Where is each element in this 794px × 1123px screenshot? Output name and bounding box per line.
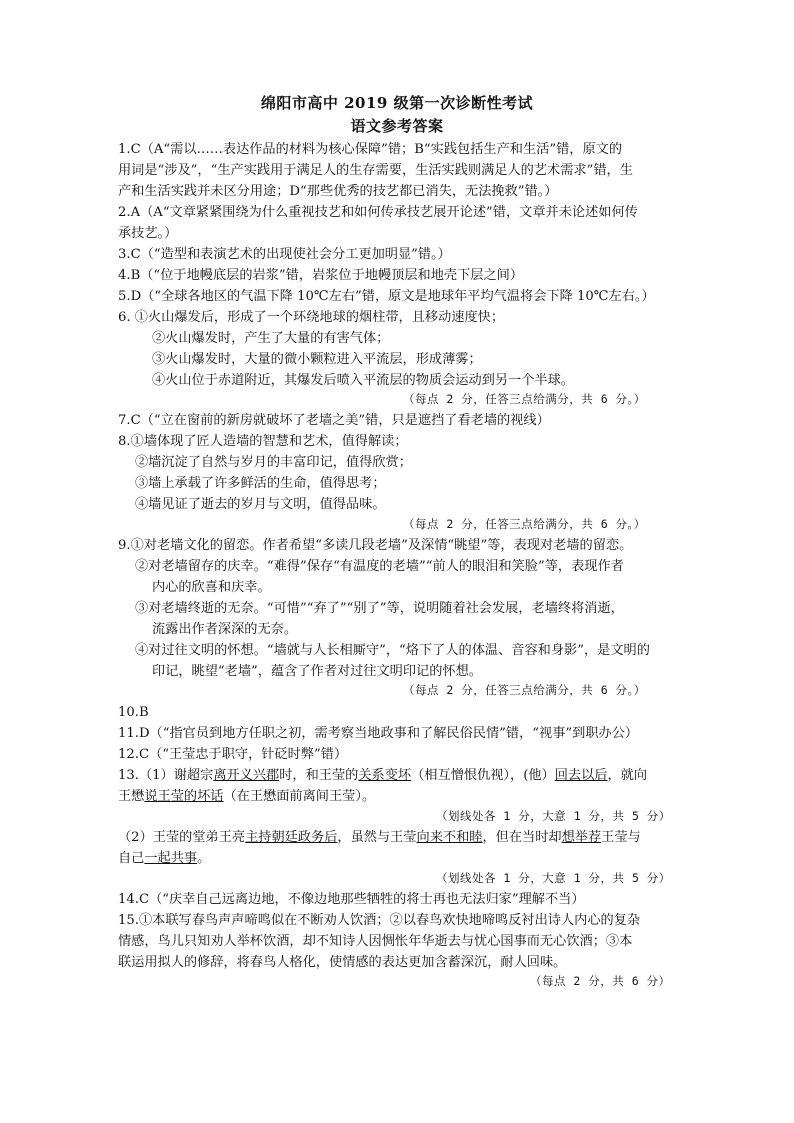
underlined-keypoint: 想举荐 [561,830,602,845]
answer-13-2-scoring-note: （划线处各 1 分，大意 1 分，共 5 分） [436,871,671,885]
answer-10: 10.B [118,705,149,720]
answer-12: 12.C（“王莹忠于职守，针砭时弊”错） [118,747,348,762]
answer-9-point-3-cont: 流露出作者深深的无奈。 [152,622,298,637]
underlined-keypoint: 主持朝廷政务后 [245,830,338,845]
answer-9-scoring-note: （每点 2 分，任答三点给满分，共 6 分。） [403,683,646,697]
text-segment: （2）王莹的堂弟王亮 [118,830,246,845]
underlined-keypoint: 关系变坏 [358,768,412,783]
answer-1-line-2: 用词是“涉及”，“生产实践用于满足人的生存需要，生活实践则满足人的艺术需求”错，生 [118,163,633,178]
answer-15-line-1: 15.①本联写春鸟声声啼鸣似在不断劝人饮酒；②以春鸟欢快地啼鸣反衬出诗人内心的复杂 [118,913,641,928]
answer-2-line-2: 承技艺。） [118,226,178,241]
answer-13-1-line-2 [118,787,375,807]
answer-9-point-1: 9.①对老墙文化的留恋。作者希望“多读几段老墙”及深情“眺望”等，表现对老墙的留恋。 [118,538,633,553]
text-segment: 13.（1）谢超宗 [118,768,214,783]
answer-8-point-1: 8.①墙体现了匠人造墙的智慧和艺术，值得解读； [118,434,408,449]
exam-subtitle: 语文参考答案 [350,117,444,135]
underlined-keypoint: 离开义兴郡 [213,768,280,783]
answer-2-line-1: 2.A（A“文章紧紧围绕为什么重视技艺和如何传承技艺展开论述”错，文章并未论述如何传 [118,205,638,220]
answer-8-point-2: ②墙沉淀了自然与岁月的丰富印记，值得欣赏； [135,455,412,470]
answer-11: 11.D（“指官员到地方任职之初，需考察当地政事和了解民俗民情”错，“视事”到职办公） [118,726,639,741]
answer-6-point-2: ②火山爆发时，产生了大量的有害气体； [152,331,390,346]
underlined-keypoint: 一起共事 [144,851,198,866]
answer-14: 14.C（“庆幸自己远离边地，不像边地那些牺牲的将士再也无法归家”理解不当） [118,892,585,907]
answer-1-line-3: 产和生活实践并未区分用途；D“那些优秀的技艺都已消失，无法挽救”错。） [118,184,558,199]
text-segment: （相互憎恨仇视），(他） [411,768,555,783]
answer-6-point-4: ④火山位于赤道附近，其爆发后喷入平流层的物质会运动到另一个半球。 [152,373,574,388]
answer-9-point-4: ④对过往文明的怀想。“墙就与人长相厮守”，“烙下了人的体温、音容和身影”，是文明的 [135,643,650,658]
answer-8-point-4: ④墙见证了逝去的岁月与文明，值得品味。 [135,497,386,512]
text-segment: 王莹与 [601,830,641,845]
answer-13-2-line-2 [118,849,210,869]
answer-1-line-1: 1.C（A“需以……表达作品的材料为核心保障”错；B“实践包括生产和生活”错，原文的 [118,142,623,157]
answer-9-point-4-cont: 印记，眺望“老墙”，蕴含了作者对过往文明印记的怀想。 [152,664,482,679]
text-segment: 时，和王莹的 [279,768,359,783]
answer-15-line-3: 联运用拟人的修辞，将春鸟人格化，使情感的表达更加含蓄深沉，耐人回味。 [118,955,567,970]
answer-6-scoring-note: （每点 2 分，任答三点给满分，共 6 分。） [403,392,646,406]
text-segment: 王懋 [118,789,145,804]
answer-3: 3.C（“造型和表演艺术的出现使社会分工更加明显”错。） [118,247,451,262]
exam-title: 绵阳市高中 2019 级第一次诊断性考试 [260,94,534,112]
answer-8-point-3: ③墙上承载了许多鲜活的生命，值得思考； [135,476,386,491]
answer-9-point-2-cont: 内心的欣喜和庆幸。 [152,580,271,595]
answer-5: 5.D（“全球各地区的气温下降 10℃左右”错，原文是地球年平均气温将会下降 10℃左右。） [118,289,655,304]
answer-4: 4.B（“位于地幔底层的岩浆”错，岩浆位于地幔顶层和地壳下层之间） [118,268,524,283]
text-segment: ，但在当时却 [482,830,562,845]
answer-15-scoring-note: （每点 2 分，共 6 分） [530,974,671,988]
answer-8-scoring-note: （每点 2 分，任答三点给满分，共 6 分。） [403,517,646,531]
text-segment: （在王懋面前离间王莹）。 [223,789,376,804]
text-segment: ，就向 [607,768,648,783]
answer-7: 7.C（“立在窗前的新房就破坏了老墙之美”错，只是遮挡了看老墙的视线） [118,413,550,428]
answer-13-2-line-1 [118,828,641,848]
answer-6-point-1: 6. ①火山爆发后，形成了一个环绕地球的烟柱带，且移动速度快； [118,310,505,325]
text-segment: 自己 [118,851,145,866]
answer-13-1-line-1 [118,766,647,786]
underlined-keypoint: 说王莹的坏话 [144,789,224,804]
answer-15-line-2: 情感，鸟儿只知劝人举杯饮酒，却不知诗人因惆怅年华逝去与忧心国事而无心饮酒；③本 [118,934,633,949]
underlined-keypoint: 向来不和睦 [416,830,483,845]
answer-9-point-3: ③对老墙终逝的无奈。“可惜”“弃了”“别了”等，说明随着社会发展，老墙终将消逝， [135,601,624,616]
answer-9-point-2: ②对老墙留存的庆幸。“难得”保存“有温度的老墙”“前人的眼泪和笑脸”等，表现作者 [135,559,624,574]
underlined-keypoint: 回去以后 [554,768,608,783]
answer-6-point-3: ③火山爆发时，大量的微小颗粒进入平流层，形成薄雾； [152,352,482,367]
answer-13-1-scoring-note: （划线处各 1 分，大意 1 分，共 5 分） [436,809,671,823]
text-segment: ，虽然与王莹 [337,830,417,845]
text-segment: 。 [197,851,211,866]
